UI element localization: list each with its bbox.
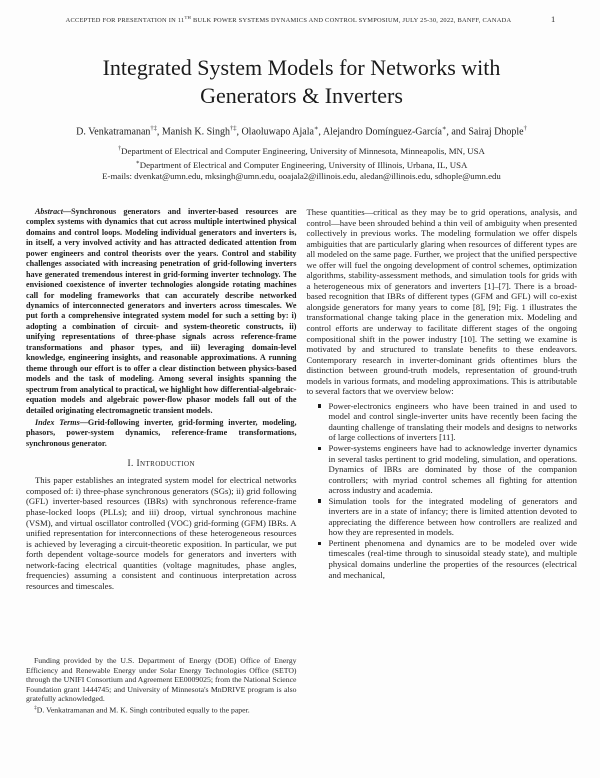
- index-terms-dash: —: [79, 418, 88, 428]
- bullet-item-pertinent-phenomena: [317, 538, 578, 580]
- square-bullet-icon: [318, 447, 322, 451]
- paper-title-line2: Generators & Inverters: [200, 82, 403, 108]
- funding-footnote: Funding provided by the U.S. Department of Energy (DOE) Office of Energy Efficiency and Renewable Energy under Solar Energy Technologies Office (SETO) through the UNIFI Consortium and Agreement EE0009025; from the National Science Foundation grant 1444745; and University of Minnesota's MnDRIVE program is also gratefully acknowledged.: [26, 656, 297, 704]
- affiliation-mark: †: [118, 146, 122, 153]
- author-name: D. Venkatramanan: [76, 126, 151, 138]
- author-affiliation-mark: †‡: [229, 125, 237, 132]
- author-affiliation-mark: †‡: [150, 125, 157, 132]
- author-affiliation-mark: ∗: [313, 125, 319, 132]
- author-separator: ,: [236, 126, 242, 138]
- bullet-text: Pertinent phenomena and dynamics are to be modeled over wide timescales (real-time through to sinusoidal steady state), and multiple physical domains underline the properties of the resources (electrical and mechanical,: [328, 537, 577, 580]
- author-separator: , and: [446, 126, 469, 138]
- footnote-text: D. Venkatramanan and M. K. Singh contributed equally to the paper.: [36, 705, 250, 715]
- left-column: [26, 207, 297, 719]
- footnote-block: [26, 656, 297, 719]
- paper-title-line1: Integrated System Models for Networks with: [102, 55, 501, 80]
- introduction-paragraph: This paper establishes an integrated system model for electrical networks composed of: i) three-phase synchronous generators (SGs); ii) grid following (GFL) inverter-based resources (IBRs) with synchronous reference-frame phase-locked loops (PLLs); and iii) droop, virtual synchronous machine (VSM), and virtual oscillator controlled (VOC) grid-forming (GFM) IBRs. A unified representation for interconnections of these heterogeneous resources is achieved by leveraging a circuit-theoretic exposition. In particular, we put forth dependent voltage-source models for generators and inverters with network-facing electrical quantities (voltage magnitudes, phase angles, frequencies) assuming a consistent and continuous interpretation across resources and timescales.: [26, 475, 297, 591]
- section-heading-introduction: [26, 459, 297, 469]
- two-column-body: [26, 207, 577, 719]
- email-line: E-mails: dvenkat@umn.edu, mksingh@umn.edu, ooajala2@illinois.edu, aledan@illinois.edu, sdhople@umn.edu: [102, 171, 501, 182]
- index-terms-text: Grid-following inverter, grid-forming inverter, modeling, phasors, power-system dynamics, reference-frame transformations, synchronous generator.: [26, 418, 297, 448]
- author-separator: ,: [318, 126, 323, 138]
- author-name: Manish K. Singh: [161, 126, 230, 138]
- abstract-dash: —: [63, 206, 72, 216]
- continuation-paragraph: These quantities—critical as they may be to grid operations, analysis, and control—have been shrouded behind a thin veil of ambiguity when presented collectively in previous works. The modeling formulation we offer dispels ambiguities that are particularly glaring when resources of different types are all modeled on the same page. Further, we project that the unified perspective we offer will fuel the ongoing development of control schemes, optimization algorithms, stability-assessment methods, and simulation tools for grids with a heterogeneous mix of generators and inverters [1]–[7]. There is a broad-based recognition that IBRs of different types (GFM and GFL) will co-exist alongside generators for many years to come [8], [9]; Fig. 1 illustrates the transformational change taking place in the generation mix. Modeling and control efforts are underway to facilitate different stages of the ongoing compositional shift in the power industry [10]. The setting we examine is motivated by and structured to translate benefits to these endeavors. Contemporary research in inverter-dominant grids oftentimes blurs the distinction between ground-truth models, representation of ground-truth models in various formats, and modeling approximations. This is attributable to several factors that we overview below:: [306, 206, 577, 397]
- square-bullet-icon: [318, 542, 322, 546]
- bullet-item-power-electronics: [317, 401, 578, 443]
- abstract-paragraph: [26, 207, 297, 416]
- square-bullet-icon: [318, 499, 322, 503]
- affiliation-text: Department of Electrical and Computer Engineering, University of Minnesota, Minneapolis, MN, USA: [121, 146, 485, 157]
- affiliation-line-illinois: [26, 158, 577, 172]
- equal-contribution-footnote: [26, 704, 297, 715]
- affiliation-line-umn: [26, 144, 577, 158]
- section-title: Introduction: [136, 459, 195, 470]
- abstract-lead: Abstract: [35, 206, 63, 216]
- author-name: Sairaj Dhople: [468, 126, 524, 138]
- running-header: [26, 14, 577, 24]
- notice-text-rest: BULK POWER SYSTEMS DYNAMICS AND CONTROL SYMPOSIUM, JULY 25-30, 2022, BANFF, CANADA: [191, 17, 512, 24]
- index-terms-paragraph: [26, 418, 297, 449]
- author-affiliation-mark: †: [523, 125, 527, 132]
- bullet-item-simulation-tools: [317, 496, 578, 538]
- right-column: [307, 207, 578, 719]
- section-number: I.: [127, 459, 137, 470]
- author-line: [26, 124, 577, 137]
- affiliation-mark: ∗: [135, 159, 140, 166]
- bullet-text: Power-systems engineers have had to acknowledge inverter dynamics in several tasks pertinent to grid modeling, simulation, and operations. Dynamics of IBRs are dominated by those of the companion controllers; with myriad control schemes all fighting for attention across industry and academia.: [328, 442, 577, 496]
- paper-title: [26, 54, 577, 109]
- bullet-text: Simulation tools for the integrated modeling of generators and inverters are in a state of infancy; there is limited attention devoted to appreciating the difference between how controllers are realized and how they are represented in models.: [328, 495, 577, 538]
- author-separator: ,: [156, 126, 162, 138]
- bullet-item-power-systems: [317, 443, 578, 496]
- square-bullet-icon: [318, 404, 322, 408]
- author-affiliation-mark: ∗: [441, 125, 447, 132]
- author-name: Alejandro Domínguez-García: [322, 126, 442, 138]
- footnote-mark: ‡: [34, 704, 37, 711]
- overview-bullet-list: [307, 401, 578, 580]
- abstract-text: Synchronous generators and inverter-based resources are complex systems with dynamics that cut across multiple intertwined physical domains and control loops. Modeling individual generators and inverters is, in itself, a very involved activity and has attracted dedicated attention from power engineers and control theorists over the years. Control and stability challenges associated with increasing penetration of grid-following inverters have generated tremendous interest in grid-forming inverter technology. The envisioned coexistence of inverter technologies alongside rotating machines call for modeling frameworks that can accurately describe networked dynamics of interconnected generators and inverters across timescales. We put forth a comprehensive integrated system model for such a setting by: i) adopting a combination of circuit- and system-theoretic constructs, ii) unifying representations of three-phase signals across reference-frame transformations and phasor types, and iii) leveraging domain-level knowledge, engineering insights, and reasonable approximations. A running theme through our effort is to offer a clear distinction between physics-based models and the task of modeling. Among several insights spanning the spectrum from analytical to practical, we highlight how differential-algebraic-equation models and algebraic power-flow phasor models fall out of the detailed originating electromagnetic transient models.: [26, 206, 297, 415]
- notice-superscript: TH: [184, 14, 192, 20]
- affiliation-text: Department of Electrical and Computer Engineering, University of Illinois, Urbana, IL, USA: [139, 159, 468, 170]
- author-name: Olaoluwapo Ajala: [241, 126, 314, 138]
- notice-text: ACCEPTED FOR PRESENTATION IN 11: [65, 17, 185, 24]
- page-number: 1: [551, 14, 556, 24]
- bullet-text: Power-electronics engineers who have been trained in and used to model and control single-inverter units have recently been facing the daunting challenge of translating their models and designs to networks of large collections of inverters [11].: [328, 400, 577, 443]
- acceptance-notice: [26, 15, 551, 24]
- index-terms-lead: Index Terms: [35, 418, 80, 428]
- affiliations-block: [26, 144, 577, 183]
